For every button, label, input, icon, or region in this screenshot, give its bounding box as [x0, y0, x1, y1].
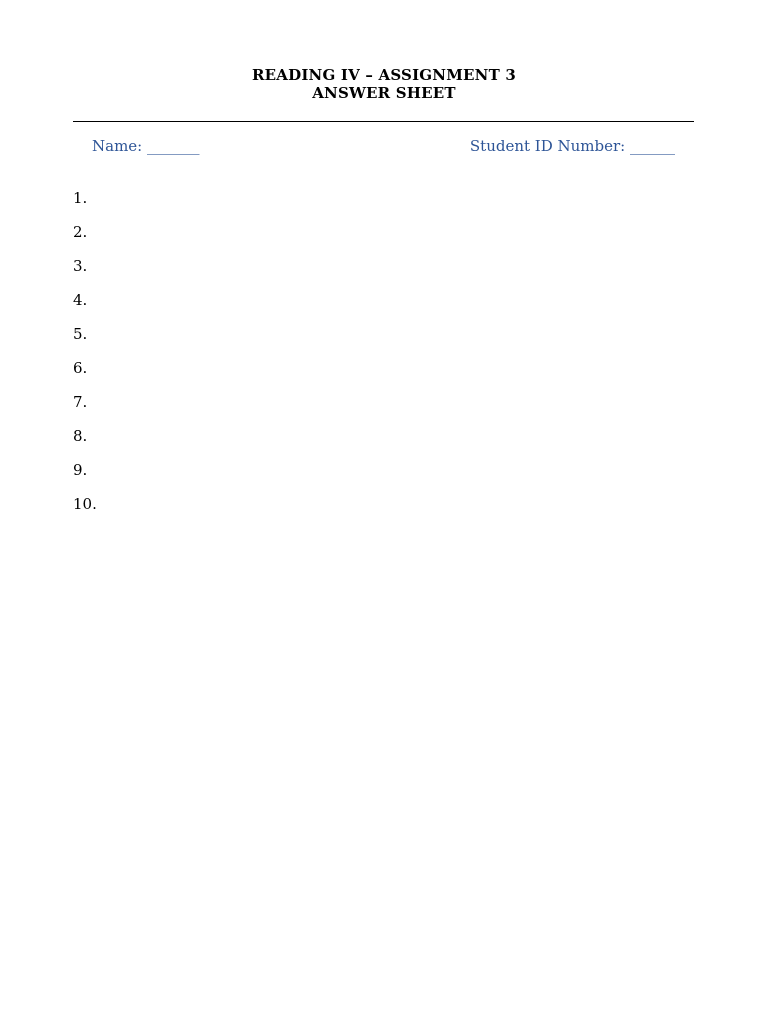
student-id-field[interactable]: Student ID Number: ______	[469, 137, 675, 155]
answer-item[interactable]: 2.	[73, 223, 88, 241]
answer-item[interactable]: 6.	[73, 359, 88, 377]
header-divider	[73, 121, 694, 122]
answer-item[interactable]: 10.	[73, 495, 97, 513]
document-title	[0, 66, 768, 102]
answer-item[interactable]: 3.	[73, 257, 88, 275]
answer-item[interactable]: 5.	[73, 325, 88, 343]
answer-list	[73, 188, 97, 528]
answer-item[interactable]: 8.	[73, 427, 88, 445]
answer-item[interactable]: 1.	[73, 189, 88, 207]
answer-item[interactable]: 9.	[73, 461, 88, 479]
student-info-row	[92, 137, 675, 157]
answer-item[interactable]: 7.	[73, 393, 88, 411]
title-line-answer-sheet: ANSWER SHEET	[312, 84, 456, 102]
answer-item[interactable]: 4.	[73, 291, 88, 309]
name-field[interactable]: Name: _______	[92, 137, 200, 155]
title-line-assignment: READING IV – ASSIGNMENT 3	[252, 66, 516, 84]
